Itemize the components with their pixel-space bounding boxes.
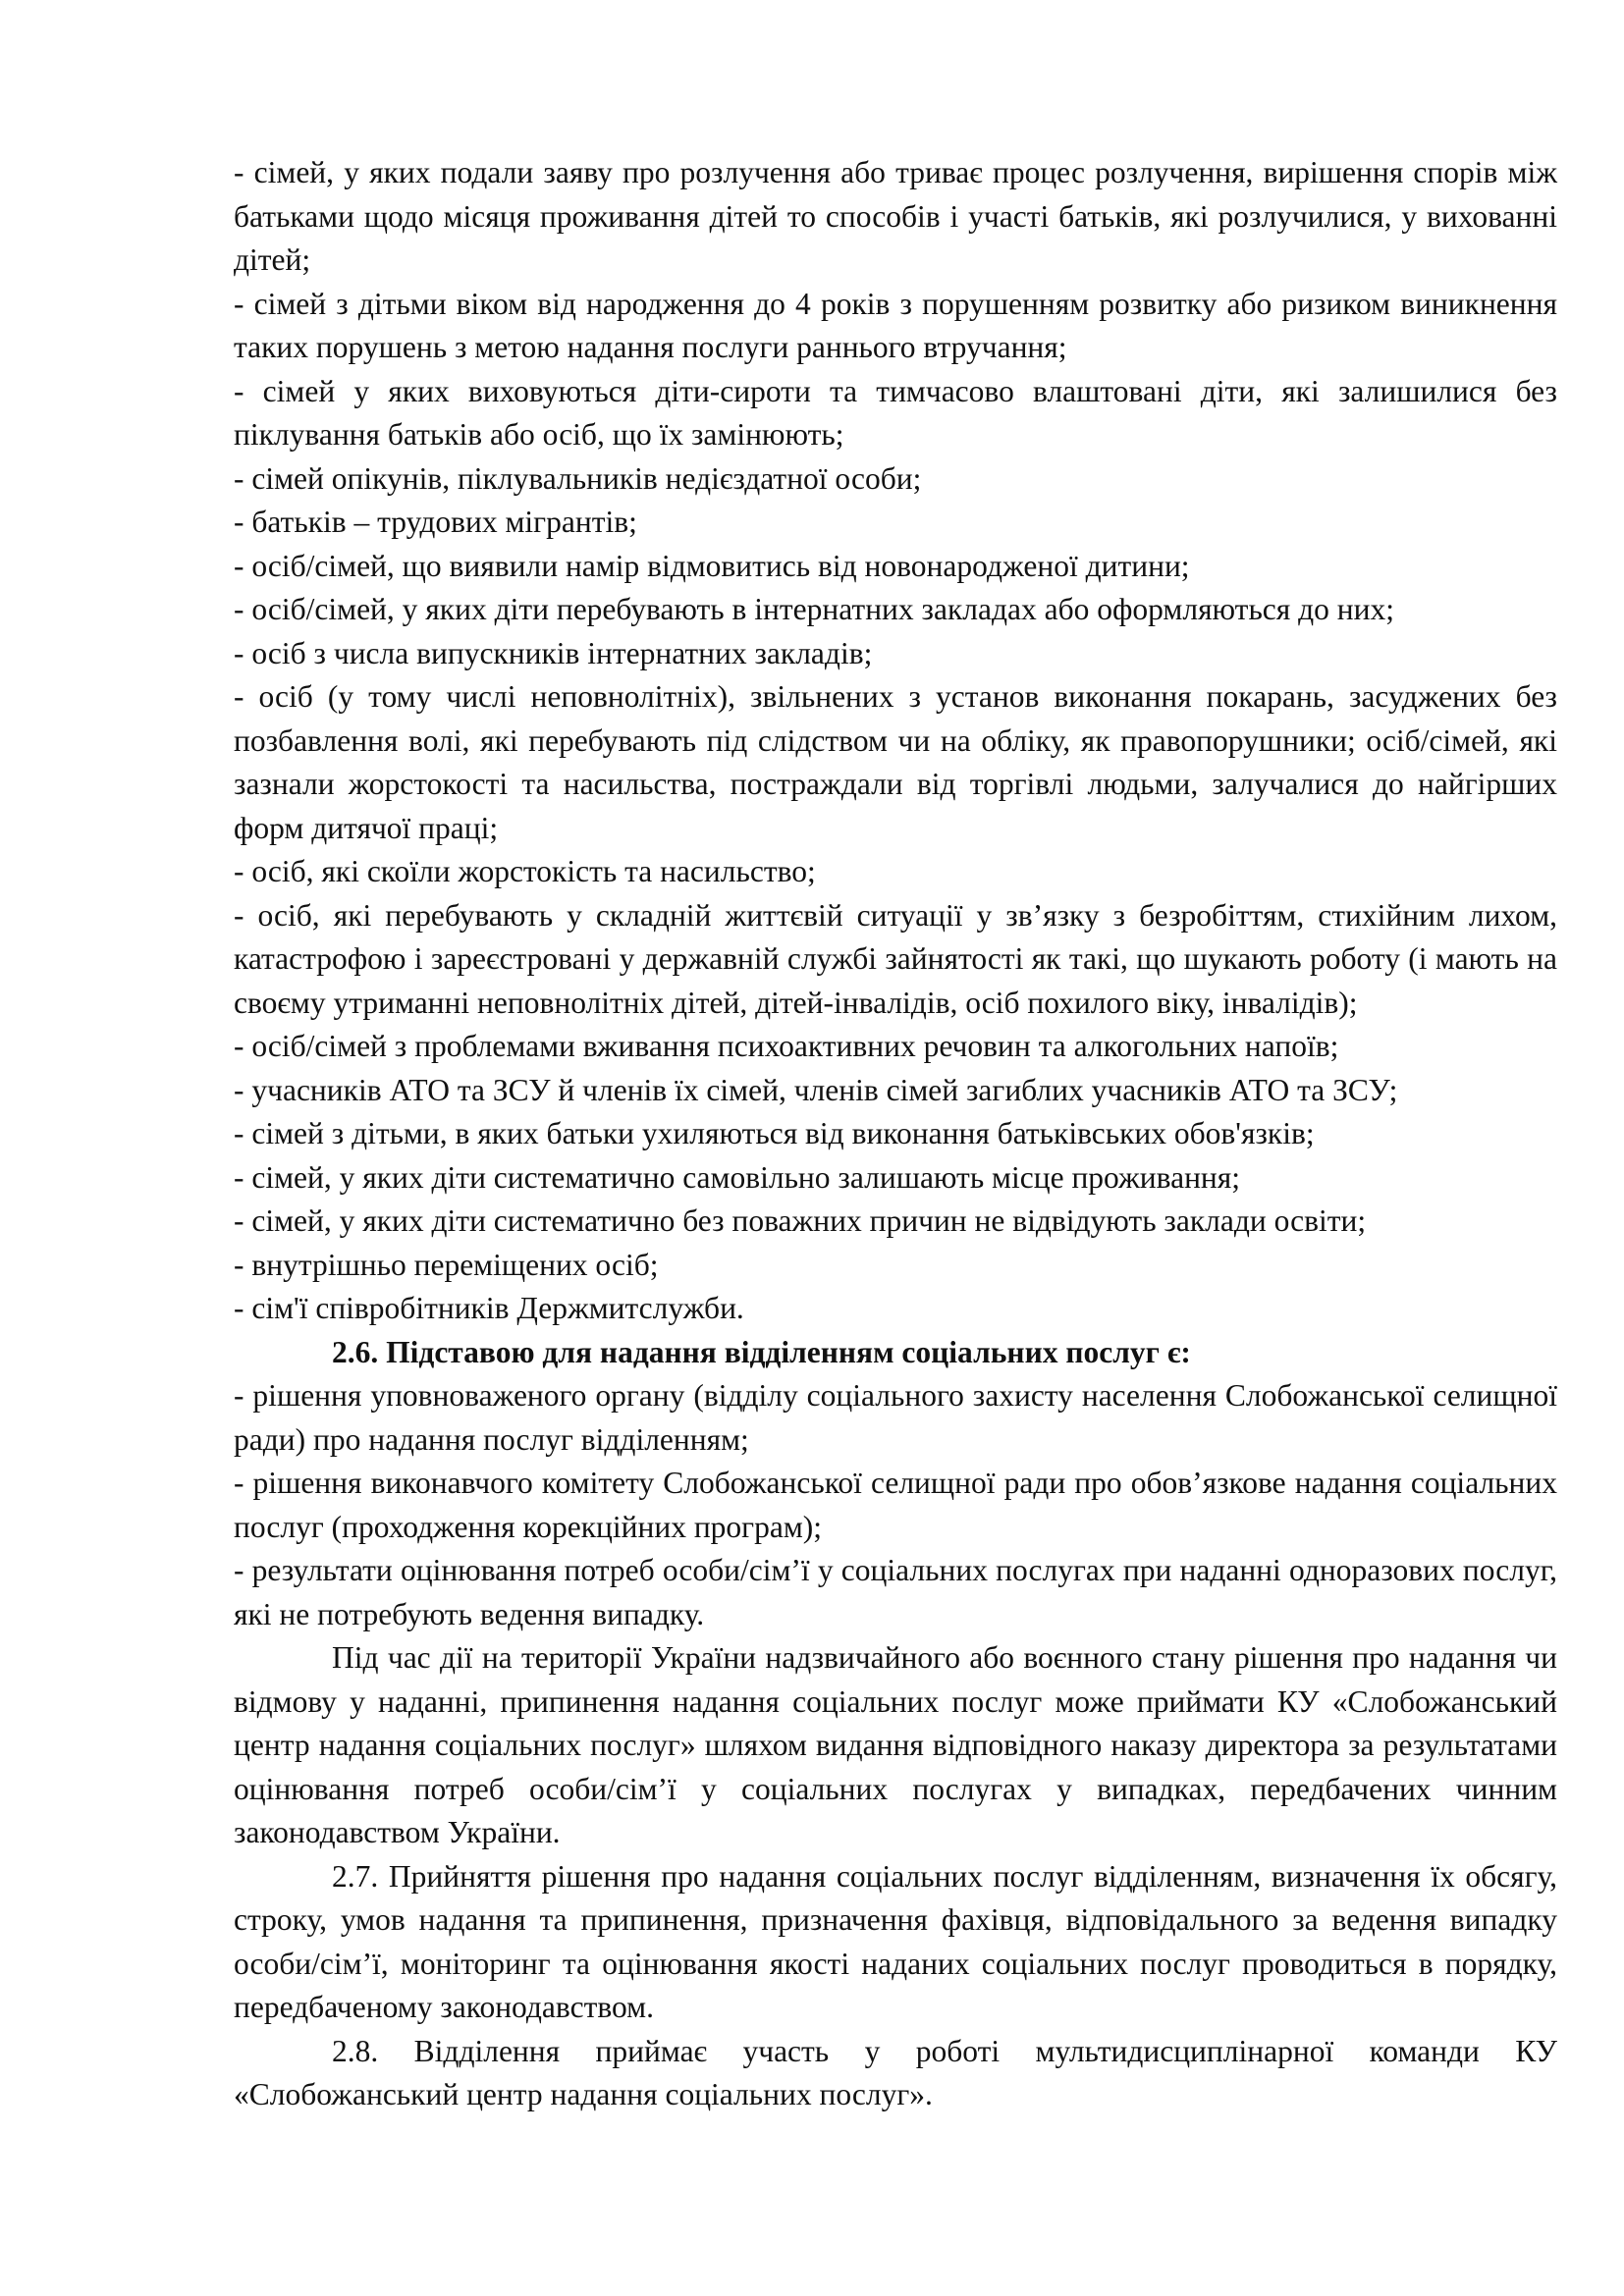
list-item: - сімей опікунів, піклувальників недієздатної особи; <box>234 460 922 496</box>
list-item: - осіб, які перебувають у складній життєвій ситуації у зв’язку з безробіттям, стихійним лихом, катастрофою і зареєстровані у державній службі зайнятості як такі, що шукають роботу (і мають на своєму утриманні неповнолітніх дітей, дітей-інвалідів, осіб похилого віку, інвалідів); <box>234 897 1557 1020</box>
list-item: - сім'ї співробітників Держмитслужби. <box>234 1291 744 1325</box>
list-item: - рішення виконавчого комітету Слобожанської селищної ради про обов’язкове надання соціальних послуг (проходження корекційних програм); <box>234 1466 1557 1544</box>
document-page <box>234 151 1557 2117</box>
list-item: - батьків – трудових мігрантів; <box>234 505 637 539</box>
list-item: - осіб/сімей, що виявили намір відмовитись від новонародженої дитини; <box>234 548 1190 583</box>
list-item: - учасників АТО та ЗСУ й членів їх сімей, членів сімей загиблих учасників АТО та ЗСУ; <box>234 1072 1398 1107</box>
list-item: - сімей з дітьми віком від народження до 4 років з порушенням розвитку або ризиком виникнення таких порушень з метою надання послуги раннього втручання; <box>234 286 1557 364</box>
list-item: - сімей у яких виховуються діти-сироти та тимчасово влаштовані діти, які залишилися без піклування батьків або осіб, що їх замінюють; <box>234 373 1557 452</box>
list-item: - осіб/сімей, у яких діти перебувають в інтернатних закладах або оформляються до них; <box>234 592 1395 626</box>
list-item: - сімей, у яких діти систематично самовільно залишають місце проживання; <box>234 1159 1241 1195</box>
paragraph-2-7: 2.7. Прийняття рішення про надання соціальних послуг відділенням, визначення їх обсягу, строку, умов надання та припинення, призначення фахівця, відповідального за ведення випадку особи/сім’ї, моніторинг та оцінювання якості наданих соціальних послуг проводиться в порядку, передбаченому законодавством. <box>234 1858 1557 2024</box>
list-item: - сімей, у яких подали заяву про розлучення або триває процес розлучення, вирішення спорів між батьками щодо місяця проживання дітей то способів і участі батьків, які розлучилися, у вихованні дітей; <box>234 155 1557 277</box>
list-item: - осіб, які скоїли жорстокість та насильство; <box>234 854 816 888</box>
list-item: - сімей з дітьми, в яких батьки ухиляються від виконання батьківських обов'язків; <box>234 1116 1315 1150</box>
list-item: - осіб/сімей з проблемами вживання психоактивних речовин та алкогольних напоїв; <box>234 1029 1339 1063</box>
paragraph-emergency: Під час дії на території України надзвичайного або воєнного стану рішення про надання чи відмову у наданні, припинення надання соціальних послуг може приймати КУ «Слобожанський центр надання соціальних послуг» шляхом видання відповідного наказу директора за результатами оцінювання потреб особи/сім’ї у соціальних послугах у випадках, передбачених чинним законодавством України. <box>234 1640 1557 1849</box>
list-item: - результати оцінювання потреб особи/сім’ї у соціальних послугах при наданні одноразових послуг, які не потребують ведення випадку. <box>234 1553 1557 1631</box>
list-item: - осіб (у тому числі неповнолітніх), звільнених з установ виконання покарань, засуджених без позбавлення волі, які перебувають під слідством чи на обліку, як правопорушники; осіб/сімей, які зазнали жорстокості та насильства, постраждали від торгівлі людьми, залучалися до найгірших форм дитячої праці; <box>234 679 1557 845</box>
paragraph-2-8: 2.8. Відділення приймає участь у роботі мультидисциплінарної команди КУ «Слобожанський центр надання соціальних послуг». <box>234 2033 1557 2111</box>
section-heading-2-6: 2.6. Підставою для надання відділенням соціальних послуг є: <box>332 1334 1191 1369</box>
list-item: - внутрішньо переміщених осіб; <box>234 1247 659 1282</box>
list-item: - рішення уповноваженого органу (відділу соціального захисту населення Слобожанської селищної ради) про надання послуг відділенням; <box>234 1378 1557 1457</box>
list-item: - осіб з числа випускників інтернатних закладів; <box>234 635 873 670</box>
list-item: - сімей, у яких діти систематично без поважних причин не відвідують заклади освіти; <box>234 1203 1367 1238</box>
